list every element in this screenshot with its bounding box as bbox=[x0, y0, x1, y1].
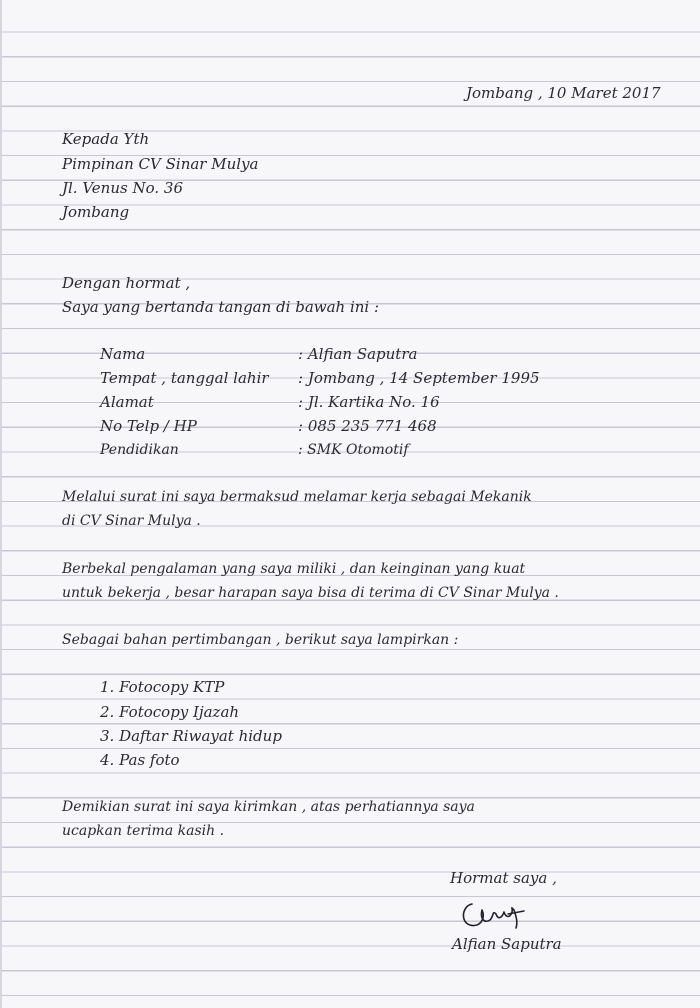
recipient-line-2: Pimpinan CV Sinar Mulya bbox=[62, 155, 259, 173]
paragraph-3: Sebagai bahan pertimbangan , berikut saya lampirkan : bbox=[62, 632, 459, 648]
closing-line-1: Demikian surat ini saya kirimkan , atas perhatiannya saya bbox=[62, 799, 475, 815]
birth-value: : Jombang , 14 September 1995 bbox=[298, 369, 540, 387]
closing-line-2: ucapkan terima kasih . bbox=[62, 823, 225, 839]
attachment-item: 4. Pas foto bbox=[100, 751, 180, 769]
greeting: Dengan hormat , bbox=[62, 274, 191, 292]
attachment-item: 1. Fotocopy KTP bbox=[100, 678, 225, 696]
education-value: : SMK Otomotif bbox=[298, 442, 409, 458]
intro-line: Saya yang bertanda tangan di bawah ini : bbox=[62, 298, 380, 316]
regards: Hormat saya , bbox=[450, 869, 557, 887]
recipient-line-4: Jombang bbox=[62, 203, 130, 221]
signature-mark bbox=[458, 892, 528, 932]
birth-label: Tempat , tanggal lahir bbox=[100, 369, 269, 387]
page-margin-line bbox=[0, 0, 2, 1008]
paragraph-2-line-1: Berbekal pengalaman yang saya miliki , dan keinginan yang kuat bbox=[62, 561, 526, 577]
paragraph-2-line-2: untuk bekerja , besar harapan saya bisa di terima di CV Sinar Mulya . bbox=[62, 585, 559, 601]
paragraph-1-line-2: di CV Sinar Mulya . bbox=[62, 513, 201, 529]
recipient-line-3: Jl. Venus No. 36 bbox=[62, 179, 183, 197]
education-label: Pendidikan bbox=[100, 442, 179, 458]
phone-value: : 085 235 771 468 bbox=[298, 417, 437, 435]
recipient-line-1: Kepada Yth bbox=[62, 130, 150, 148]
attachment-item: 2. Fotocopy Ijazah bbox=[100, 703, 240, 721]
place-date: Jombang , 10 Maret 2017 bbox=[466, 84, 661, 102]
address-label: Alamat bbox=[100, 393, 154, 411]
phone-label: No Telp / HP bbox=[100, 417, 197, 435]
name-label: Nama bbox=[100, 345, 146, 363]
address-value: : Jl. Kartika No. 16 bbox=[298, 393, 440, 411]
paragraph-1-line-1: Melalui surat ini saya bermaksud melamar kerja sebagai Mekanik bbox=[62, 489, 532, 505]
attachment-item: 3. Daftar Riwayat hidup bbox=[100, 727, 282, 745]
signer-name: Alfian Saputra bbox=[452, 935, 562, 953]
name-value: : Alfian Saputra bbox=[298, 345, 418, 363]
